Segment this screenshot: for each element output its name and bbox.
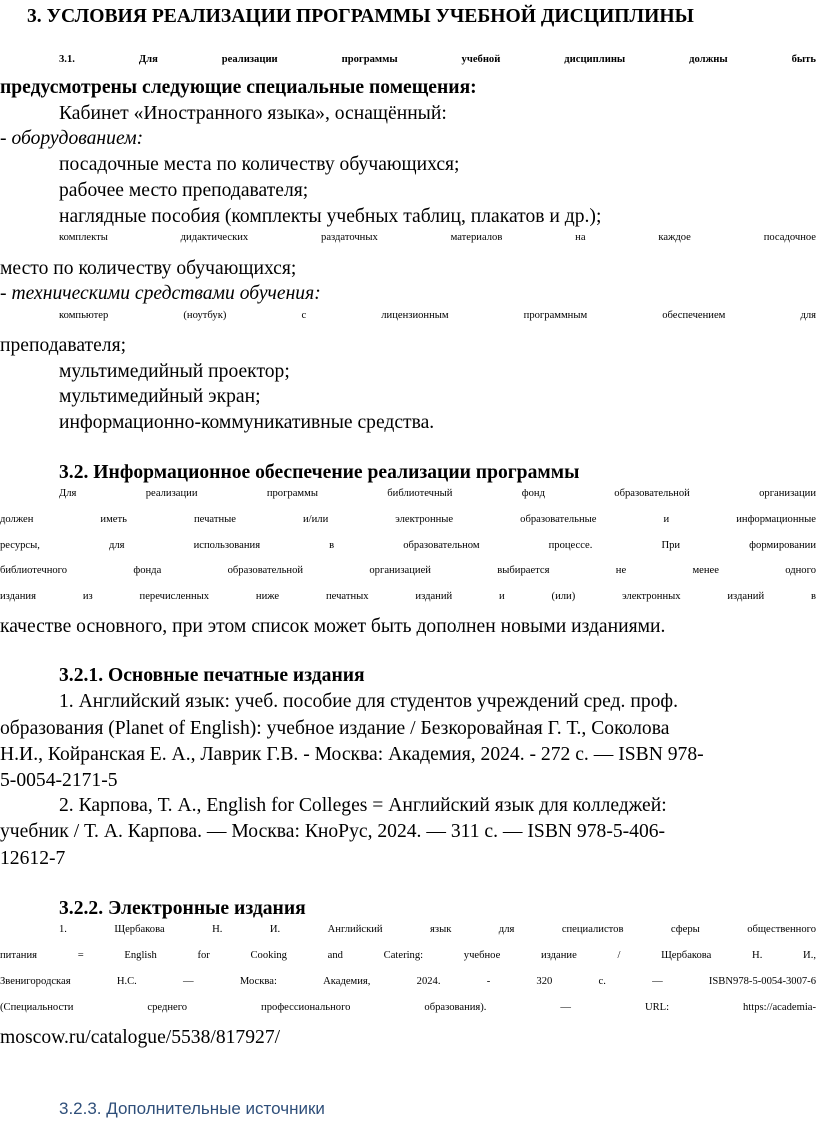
tech-item: компьютер (ноутбук) с лицензионным программным обеспечением для (59, 310, 816, 321)
tech-dash: - (0, 283, 12, 304)
heading-3-1-line2: предусмотрены следующие специальные помещения: (0, 77, 477, 98)
paragraph-line: Для реализации программы библиотечный фонд образовательной организации (59, 488, 816, 499)
heading-3-2: 3.2. Информационное обеспечение реализации программы (59, 462, 580, 483)
heading-3-2-2: 3.2.2. Электронные издания (59, 898, 306, 919)
tech-label: техническими средствами обучения: (11, 283, 321, 304)
tech-item-continuation: преподавателя; (0, 335, 127, 356)
heading-3-2-3: 3.2.3. Дополнительные источники (59, 1099, 325, 1118)
reference-line: питания = English for Cooking and Catering: учебное издание / Щербакова Н. И., (0, 950, 816, 961)
equipment-dash: - (0, 128, 12, 149)
equipment-item-continuation: место по количеству обучающихся; (0, 258, 297, 279)
paragraph-line: библиотечного фонда образовательной организацией выбирается не менее одного (0, 565, 816, 576)
section-title: 3. УСЛОВИЯ РЕАЛИЗАЦИИ ПРОГРАММЫ УЧЕБНОЙ ДИСЦИПЛИНЫ (27, 6, 694, 27)
reference-line: 5-0054-2171-5 (0, 770, 118, 791)
heading-3-2-1: 3.2.1. Основные печатные издания (59, 665, 365, 686)
equipment-heading (0, 129, 143, 149)
reference-line: 12612-7 (0, 848, 66, 869)
reference-line: 1. Английский язык: учеб. пособие для студентов учреждений сред. проф. (59, 691, 679, 712)
equipment-item: наглядные пособия (комплекты учебных таблиц, плакатов и др.); (59, 206, 602, 227)
tech-item: мультимедийный экран; (59, 386, 261, 407)
paragraph-line: ресурсы, для использования в образовательном процессе. При формировании (0, 540, 816, 551)
reference-line: 1. Щербакова Н. И. Английский язык для специалистов сферы общественного (59, 924, 816, 935)
equipment-label: оборудованием: (11, 128, 144, 149)
reference-line: учебник / Т. А. Карпова. — Москва: КноРус, 2024. — 311 с. — ISBN 978-5-406- (0, 821, 666, 842)
paragraph-line: качестве основного, при этом список может быть дополнен новыми изданиями. (0, 616, 666, 637)
paragraph-line: издания из перечисленных ниже печатных изданий и (или) электронных изданий в (0, 591, 816, 602)
reference-line: образования (Planet of English): учебное издание / Безкоровайная Г. Т., Соколова (0, 718, 670, 739)
tech-item: информационно-коммуникативные средства. (59, 412, 435, 433)
equipment-item: комплекты дидактических раздаточных материалов на каждое посадочное (59, 232, 816, 243)
tech-heading (0, 284, 321, 304)
reference-line: (Специальности среднего профессионального образования). — URL: https://academia- (0, 1002, 816, 1013)
reference-line: moscow.ru/catalogue/5538/817927/ (0, 1027, 281, 1048)
equipment-item: посадочные места по количеству обучающихся; (59, 154, 460, 175)
reference-line: 2. Карпова, Т. А., English for Colleges = Английский язык для колледжей: (59, 795, 667, 816)
cabinet-line: Кабинет «Иностранного языка», оснащённый: (59, 103, 447, 124)
tech-item: мультимедийный проектор; (59, 361, 290, 382)
paragraph-line: должен иметь печатные и/или электронные образовательные и информационные (0, 514, 816, 525)
reference-line: Звенигородская Н.С. — Москва: Академия, 2024. - 320 с. — ISBN978-5-0054-3007-6 (0, 976, 816, 987)
reference-line: Н.И., Койранская Е. А., Лаврик Г.В. - Москва: Академия, 2024. - 272 с. — ISBN 978- (0, 744, 704, 765)
heading-3-1-line1: 3.1. Для реализации программы учебной дисциплины должны быть (59, 54, 816, 65)
equipment-item: рабочее место преподавателя; (59, 180, 309, 201)
